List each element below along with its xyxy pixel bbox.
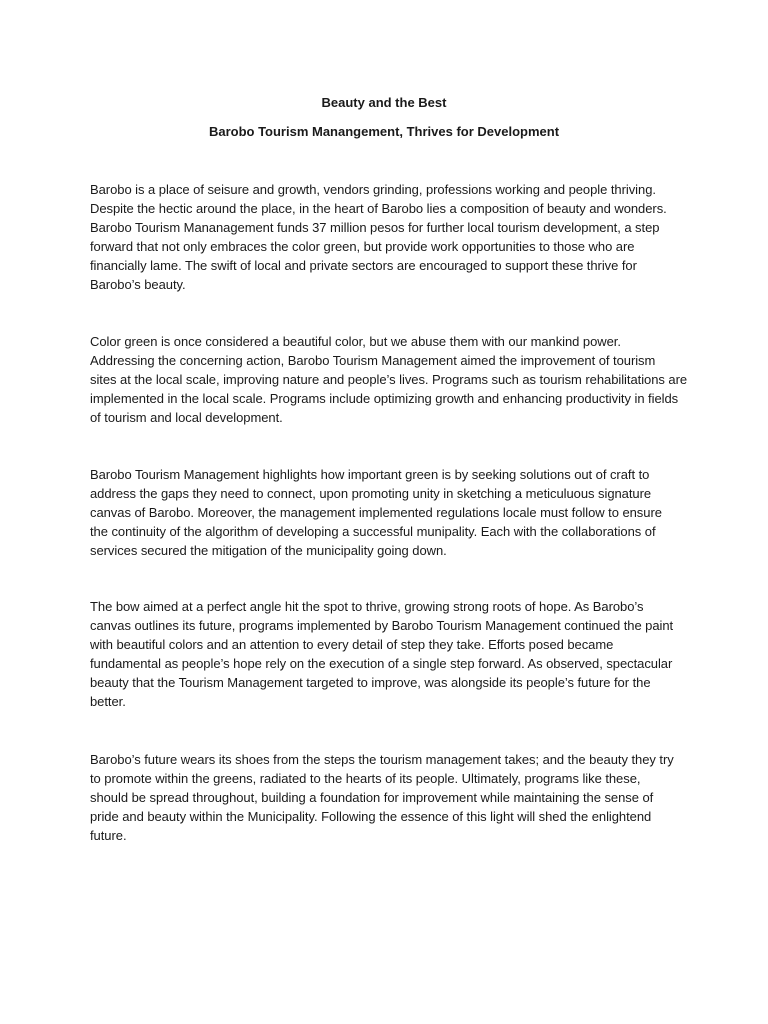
paragraph-line: financially lame. The swift of local and private sectors are encouraged to support these thrive for	[90, 257, 637, 273]
paragraph-line: beauty that the Tourism Management targeted to improve, was alongside its people’s future for the	[90, 674, 651, 690]
paragraph-line: services secured the mitigation of the municipality going down.	[90, 542, 447, 558]
paragraph-line: The bow aimed at a perfect angle hit the spot to thrive, growing strong roots of hope. As Barobo’s	[90, 599, 644, 614]
paragraph-line: Despite the hectic around the place, in the heart of Barobo lies a composition of beauty and wonders.	[90, 200, 667, 216]
paragraph-line: fundamental as people’s hope rely on the execution of a single step forward. As observed, spectacular	[90, 655, 673, 671]
paragraph-line: better.	[90, 693, 126, 709]
paragraph-4	[90, 598, 690, 711]
paragraph-line: canvas of Barobo. Moreover, the management implemented regulations locale must follow to ensure	[90, 504, 662, 520]
document-subtitle: Barobo Tourism Manangement, Thrives for Development	[208, 124, 560, 139]
paragraph-line: Barobo Tourism Management highlights how important green is by seeking solutions out of craft to	[90, 467, 650, 482]
paragraph-line: address the gaps they need to connect, upon promoting unity in sketching a meticuluous signature	[90, 485, 652, 501]
paragraph-line: Barobo is a place of seisure and growth, vendors grinding, professions working and people thriving.	[90, 182, 656, 197]
document-title: Beauty and the Best	[321, 95, 447, 110]
paragraph-line: canvas outlines its future, programs implemented by Barobo Tourism Management continued the paint	[90, 617, 674, 633]
paragraph-line: Barobo’s future wears its shoes from the steps the tourism management takes; and the beauty they try	[90, 752, 674, 767]
paragraph-line: Color green is once considered a beautiful color, but we abuse them with our mankind power.	[90, 334, 621, 349]
paragraph-2	[90, 333, 690, 428]
paragraph-line: Addressing the concerning action, Barobo Tourism Management aimed the improvement of tourism	[90, 352, 656, 368]
paragraph-5	[90, 751, 690, 846]
paragraph-line: implemented in the local scale. Programs include optimizing growth and enhancing productivity in fields	[90, 390, 679, 406]
paragraph-3	[90, 466, 690, 561]
paragraph-line: Barobo Tourism Mananagement funds 37 million pesos for further local tourism development, a step	[90, 219, 660, 235]
paragraph-line: with beautiful colors and an attention to every detail of step they take. Efforts posed became	[90, 636, 614, 652]
paragraph-line: sites at the local scale, improving nature and people’s lives. Programs such as tourism rehabilitations are	[90, 371, 688, 387]
paragraph-line: should be spread throughout, building a foundation for improvement while maintaining the sense of	[90, 789, 654, 805]
paragraph-line: pride and beauty within the Municipality. Following the essence of this light will shed the enlightend	[90, 808, 652, 824]
paragraph-line: Barobo’s beauty.	[90, 276, 186, 292]
paragraph-line: future.	[90, 827, 127, 843]
paragraph-line: to promote within the greens, radiated to the hearts of its people. Ultimately, programs like these,	[90, 770, 641, 786]
paragraph-line: forward that not only embraces the color green, but provide work opportunities to those who are	[90, 238, 635, 254]
paragraph-line: of tourism and local development.	[90, 409, 283, 425]
paragraph-1	[90, 181, 690, 294]
paragraph-line: the continuity of the algorithm of developing a successful munipality. Each with the collaborations of	[90, 523, 656, 539]
